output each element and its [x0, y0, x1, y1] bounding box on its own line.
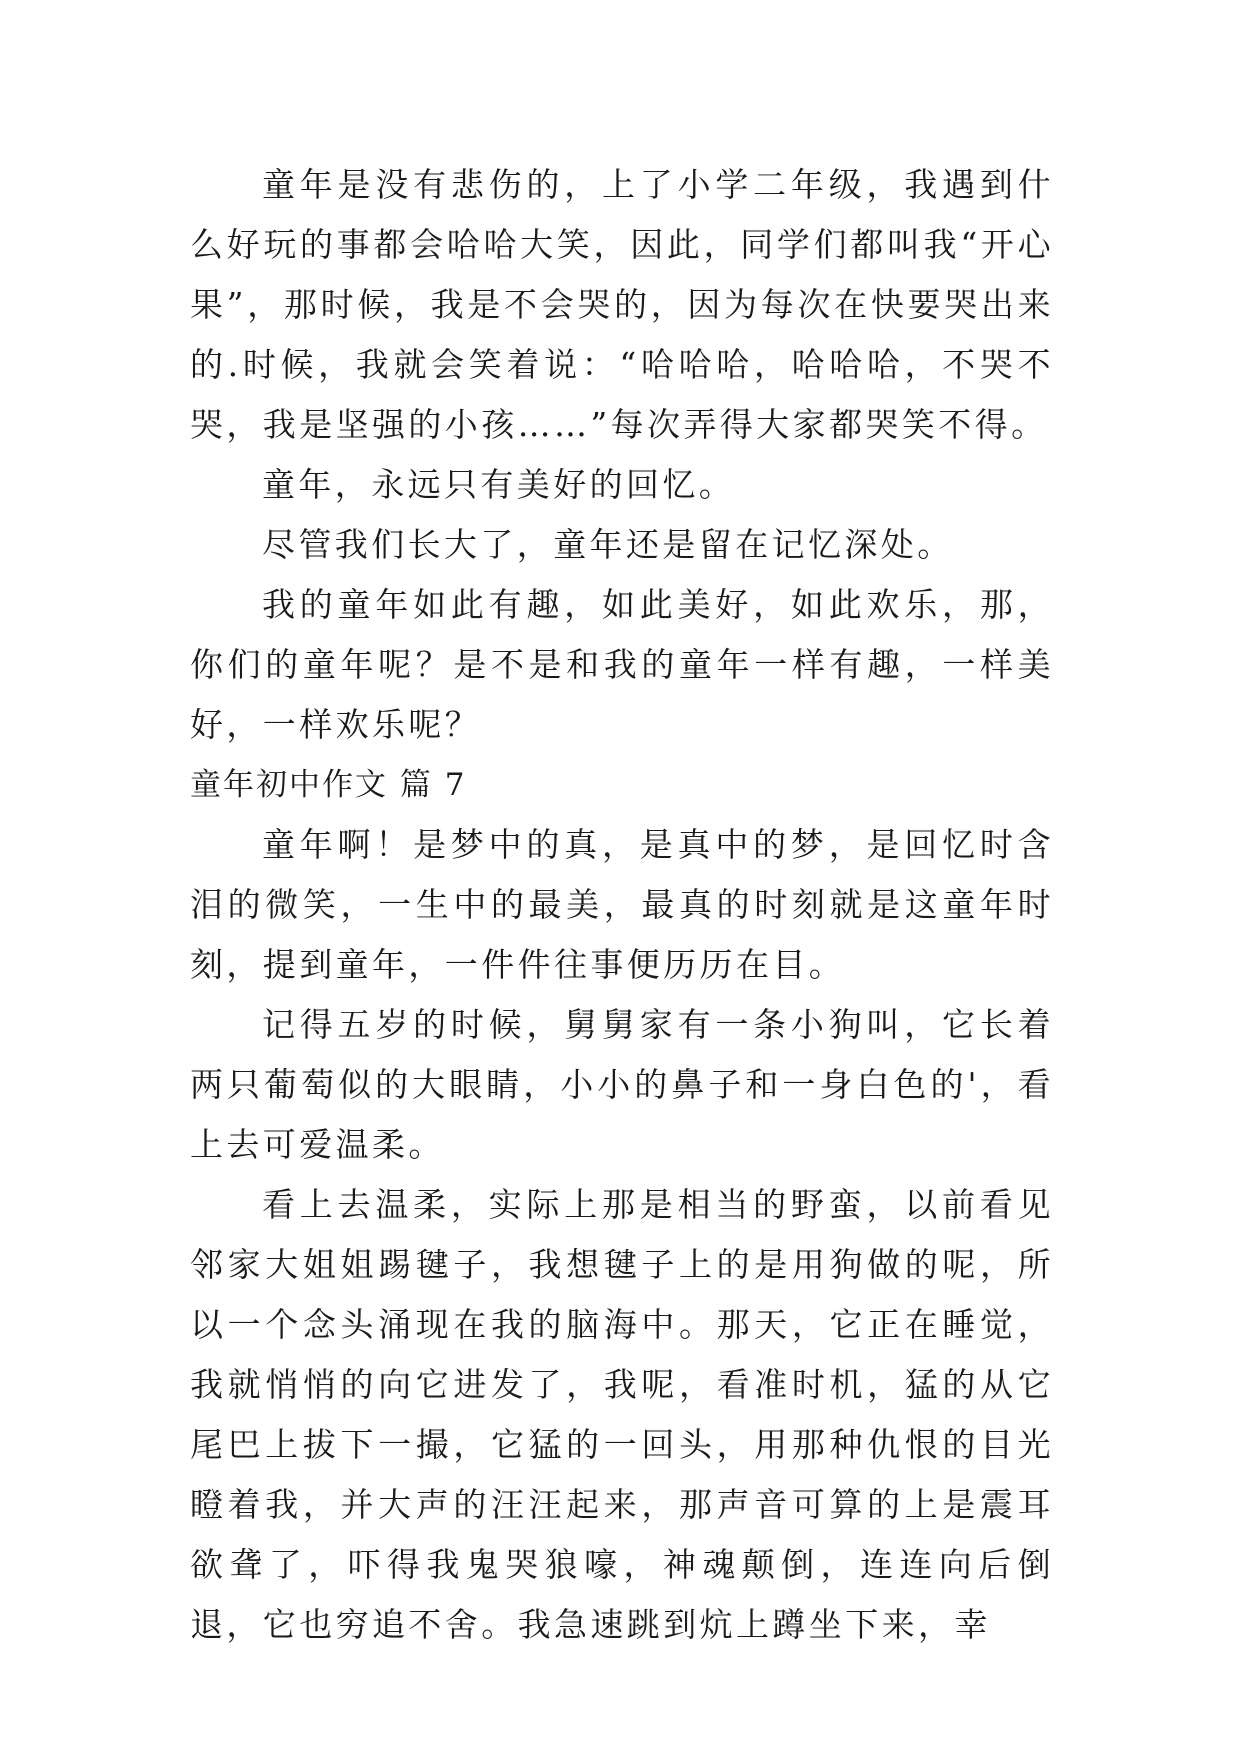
- paragraph-grown-up: 尽管我们长大了，童年还是留在记忆深处。: [262, 525, 954, 564]
- paragraph-carefree-childhood: 童年是没有悲伤的，上了小学二年级，我遇到什么好玩的事都会哈哈大笑，因此，同学们都叫我“开心果”，那时候，我是不会哭的，因为每次在快要哭出来的.时候，我就会笑着说：“哈哈哈，哈哈哈，不哭不哭，我是坚强的小孩……”每次弄得大家都哭笑不得。: [190, 165, 1054, 444]
- paragraph-your-childhood: 我的童年如此有趣，如此美好，如此欢乐，那，你们的童年呢？是不是和我的童年一样有趣，一样美好，一样欢乐呢？: [190, 585, 1054, 744]
- paragraph-good-memories: 童年，永远只有美好的回忆。: [262, 465, 736, 504]
- section-heading: 童年初中作文 篇 7: [190, 767, 467, 803]
- paragraph-puppy-intro: 记得五岁的时候，舅舅家有一条小狗叫，它长着两只葡萄似的大眼睛，小小的鼻子和一身白色的'，看上去可爱温柔。: [190, 1005, 1054, 1164]
- document-page: [190, 155, 1054, 1655]
- paragraph-puppy-story: 看上去温柔，实际上那是相当的野蛮，以前看见邻家大姐姐踢毽子，我想毽子上的是用狗做的呢，所以一个念头涌现在我的脑海中。那天，它正在睡觉，我就悄悄的向它进发了，我呢，看准时机，猛的从它尾巴上拔下一撮，它猛的一回头，用那种仇恨的目光瞪着我，并大声的汪汪起来，那声音可算的上是震耳欲聋了，吓得我鬼哭狼嚎，神魂颠倒，连连向后倒退，它也穷追不舍。我急速跳到炕上蹲坐下来，幸: [190, 1185, 1054, 1644]
- paragraph-childhood-dream: 童年啊！是梦中的真，是真中的梦，是回忆时含泪的微笑，一生中的最美，最真的时刻就是这童年时刻，提到童年，一件件往事便历历在目。: [190, 825, 1054, 984]
